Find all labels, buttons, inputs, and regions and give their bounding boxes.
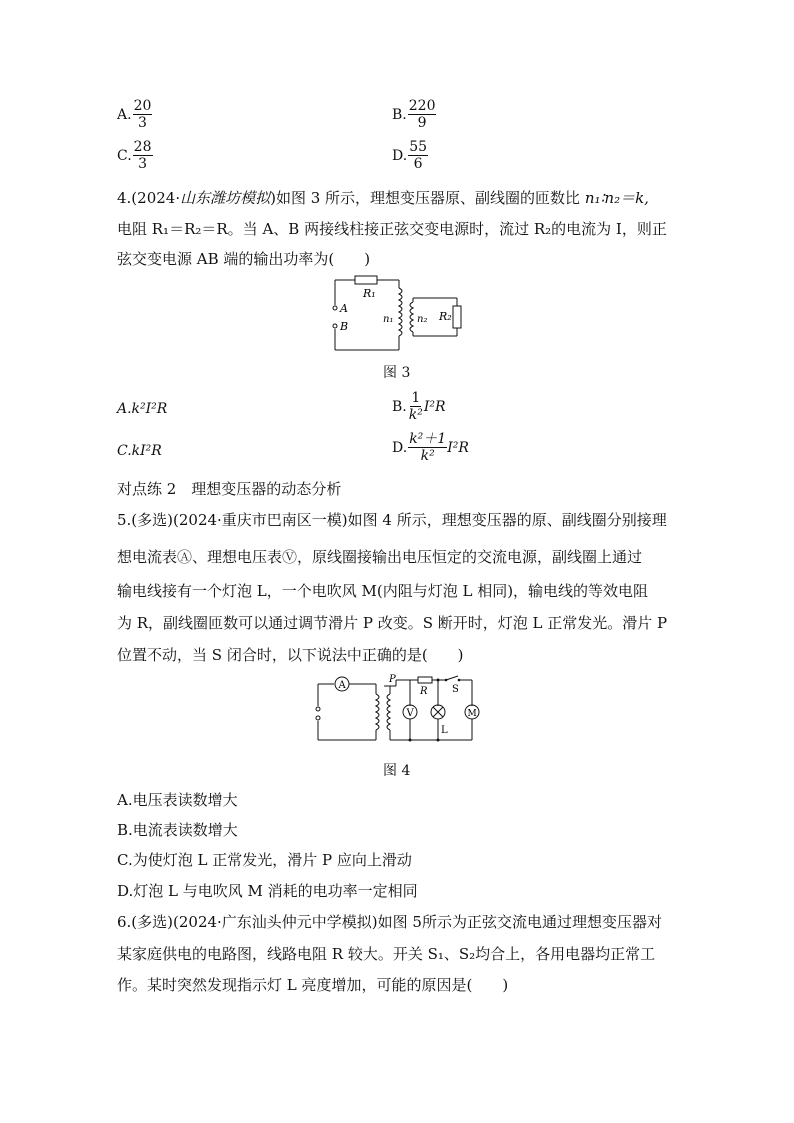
label-B: B [340,320,349,333]
q3-option-b: B. $\frac{220}{9}$ [392,98,436,131]
figure-4-circuit [310,672,490,747]
q6-line-2: 某家庭供电的电路图，线路电阻 R 较大。开关 S₁、S₂均合上，各用电器均正常工 [117,945,656,963]
fraction: $\frac{55}{6}$ [409,139,428,172]
fraction: $\frac{1}{\text{k²}}$ [408,390,423,423]
figure-4-caption: 图 4 [383,763,411,779]
label-S: S [452,684,459,695]
q5-option-d: D.灯泡 L 与电吹风 M 消耗的电功率一定相同 [117,882,418,900]
q5-line-2: 想电流表Ⓐ、理想电压表Ⓥ，原线圈接输出电压恒定的交流电源，副线圈上通过 [117,548,643,566]
label-n1: n₁ [383,314,394,325]
q4-line-3: 弦交变电源 AB 端的输出功率为( ) [117,250,371,268]
q5-line-4: 为 R，副线圈匝数可以通过调节滑片 P 改变。S 断开时，灯泡 L 正常发光。滑片 P [117,614,668,632]
q3-option-c: C. $\frac{28}{3}$ [117,139,152,172]
q4-line-1: 4.(2024·山东潍坊模拟)如图 3 所示，理想变压器原、副线圈的匝数比 n₁∶n₂＝k, [117,189,649,207]
q5-option-c: C.为使灯泡 L 正常发光，滑片 P 应向上滑动 [117,851,412,869]
q5-line-3: 输电线接有一个灯泡 L，一个电吹风 M(内阻与灯泡 L 相同)，输电线的等效电阻 [117,582,649,600]
q3-option-a: A. $\frac{20}{3}$ [117,98,152,131]
q4-option-a: A.k²I²R [117,401,168,417]
label-V: V [406,708,414,719]
q5-line-1: 5.(多选)(2024·重庆市巴南区一模)如图 4 所示，理想变压器的原、副线圈分别接理 [117,511,667,529]
label-P: P [389,674,396,685]
q4-line-2: 电阻 R₁＝R₂＝R。当 A、B 两接线柱接正弦交变电源时，流过 R₂的电流为 I，则正 [117,220,667,238]
q5-option-b: B.电流表读数增大 [117,821,238,839]
q6-line-3: 作。某时突然发现指示灯 L 亮度增加，可能的原因是( ) [117,976,509,994]
label-R2: R₂ [439,310,452,323]
label-M: M [467,709,477,719]
fraction: $\frac{20}{3}$ [133,98,152,131]
fraction: $\frac{\text{k²＋1}}{\text{k²}}$ [409,431,447,464]
label-n2: n₂ [417,314,428,325]
label-R1: R₁ [363,287,376,300]
q5-option-a: A.电压表读数增大 [117,791,238,809]
q4-option-b: B. $\frac{1}{\text{k²}}$ I²R [392,390,446,423]
q6-line-1: 6.(多选)(2024·广东汕头仲元中学模拟)如图 5所示为正弦交流电通过理想变压器对 [117,913,662,931]
label-A: A [340,302,348,315]
section-heading: 对点练 2 理想变压器的动态分析 [117,480,342,498]
q4-option-c: C.kI²R [117,443,162,459]
fraction: $\frac{220}{9}$ [408,98,436,131]
fraction: $\frac{28}{3}$ [133,139,152,172]
figure-3-caption: 图 3 [383,365,411,381]
label-R: R [420,686,428,697]
q3-option-d: D. $\frac{55}{6}$ [392,139,428,172]
q4-option-d: D. $\frac{\text{k²＋1}}{\text{k²}}$ I²R [392,431,469,464]
label-L: L [441,725,448,736]
q5-line-5: 位置不动，当 S 闭合时，以下说法中正确的是( ) [117,646,464,664]
figure-3-circuit [325,272,475,356]
label-A: A [338,680,346,691]
